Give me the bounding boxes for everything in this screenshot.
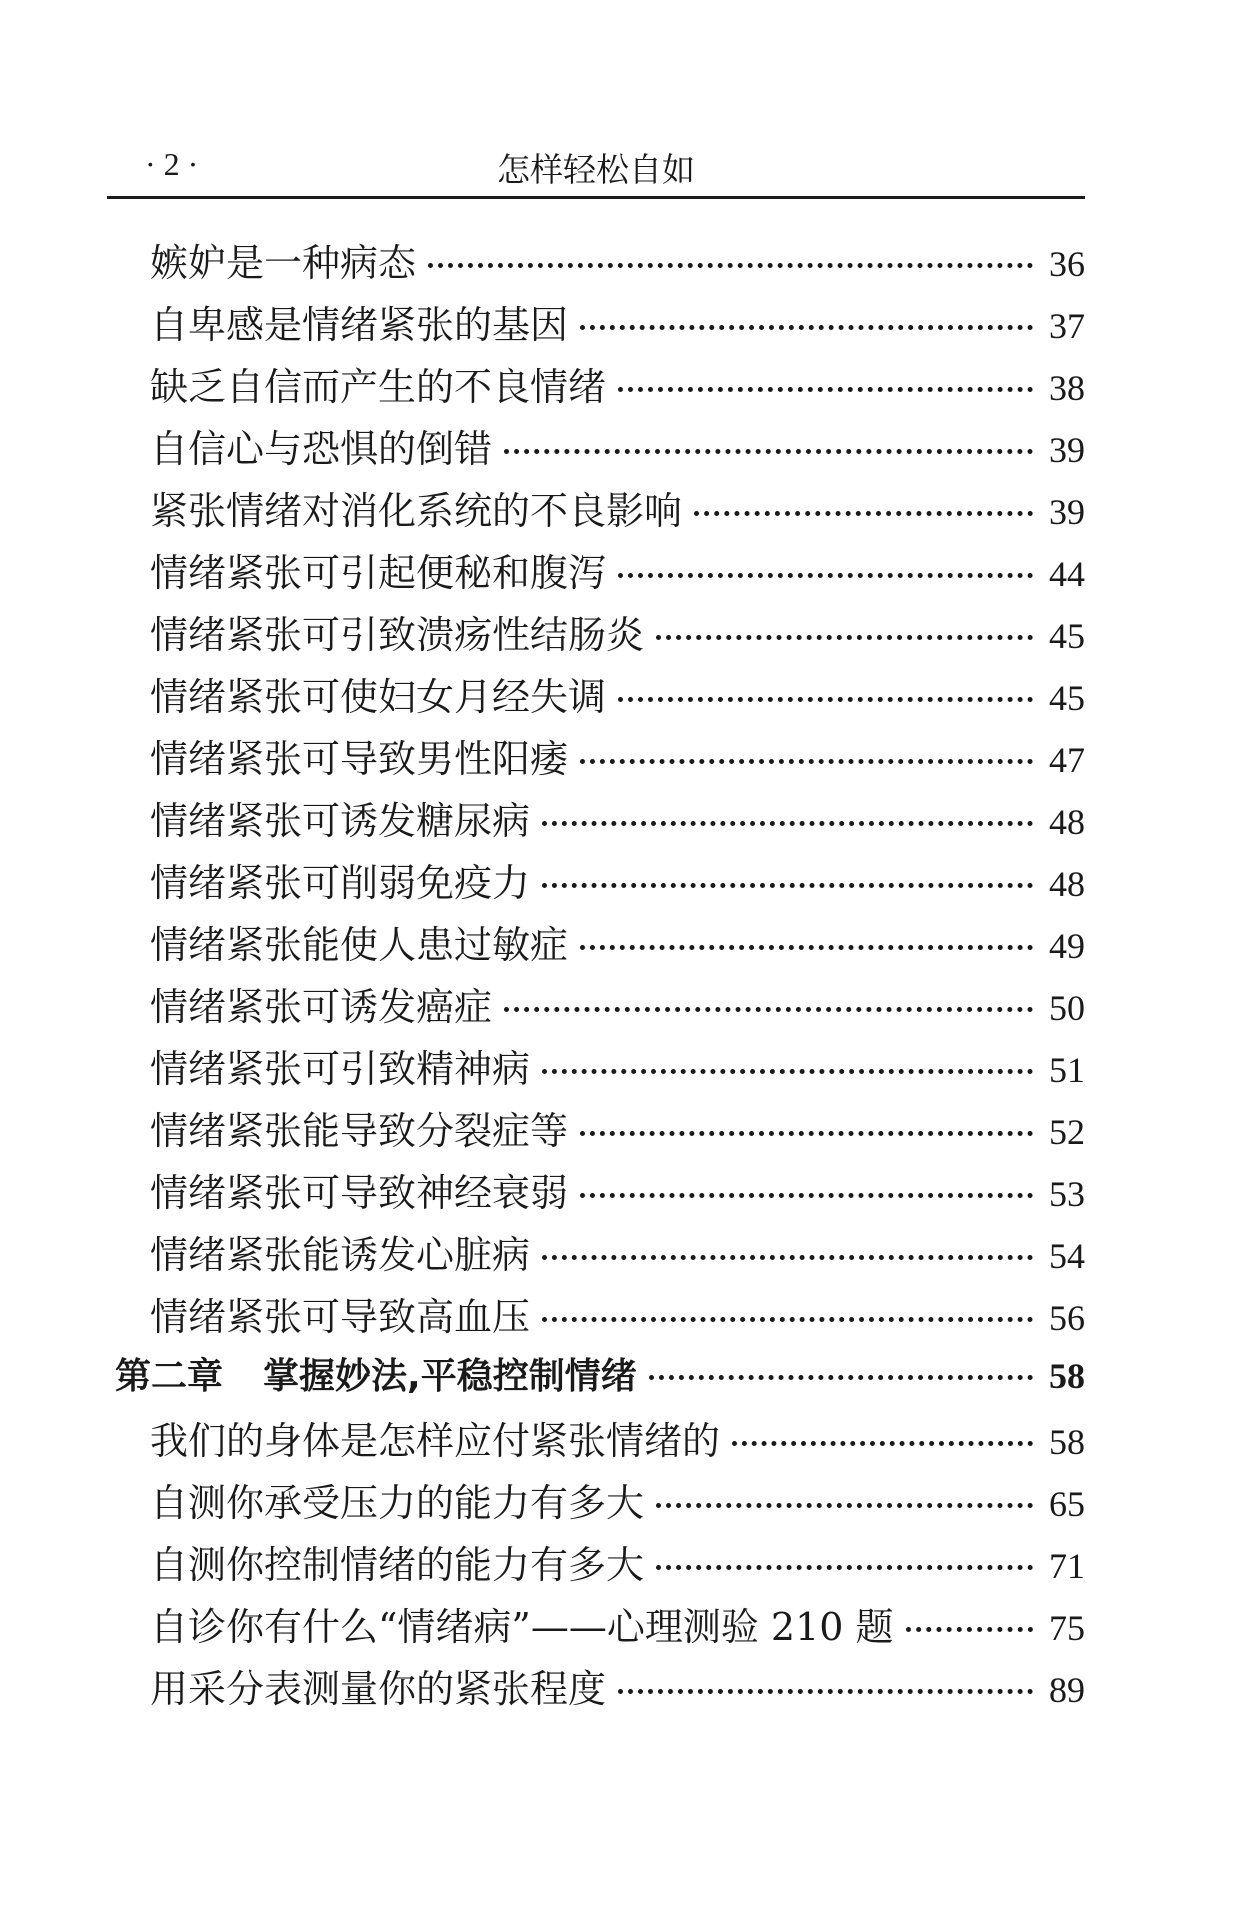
toc-entry[interactable] xyxy=(150,1596,1085,1654)
dot-leader xyxy=(618,1689,1033,1694)
toc-chapter-title xyxy=(115,1348,637,1399)
toc-entry-page: 47 xyxy=(1049,740,1085,780)
toc-entry[interactable] xyxy=(150,542,1085,600)
toc-entry[interactable] xyxy=(150,480,1085,538)
dot-leader xyxy=(580,1193,1033,1198)
toc-entry-title: 情绪紧张可引起便秘和腹泻 xyxy=(150,551,607,595)
dot-leader xyxy=(656,1565,1033,1570)
toc-entry-title: 情绪紧张可引致溃疡性结肠炎 xyxy=(150,613,645,657)
chapter-label: 第二章 xyxy=(115,1356,224,1397)
toc-entry[interactable] xyxy=(150,356,1085,414)
toc-entry-title: 自测你控制情绪的能力有多大 xyxy=(150,1543,645,1587)
toc-entry-title: 情绪紧张能使人患过敏症 xyxy=(150,923,569,967)
dot-leader xyxy=(649,1375,1033,1380)
toc-entry-page: 37 xyxy=(1049,306,1085,346)
dot-leader xyxy=(580,759,1033,764)
toc-entry[interactable] xyxy=(150,294,1085,352)
toc-entry[interactable] xyxy=(150,852,1085,910)
dot-leader xyxy=(542,883,1033,888)
toc-entry-page: 44 xyxy=(1049,554,1085,594)
toc-entry[interactable] xyxy=(150,666,1085,724)
toc-entry-page: 49 xyxy=(1049,926,1085,966)
toc-entry-title: 紧张情绪对消化系统的不良影响 xyxy=(150,489,683,533)
page-number: · 2 · xyxy=(145,146,199,182)
toc-entry-title: 用采分表测量你的紧张程度 xyxy=(150,1667,607,1711)
toc-entry-page: 65 xyxy=(1049,1484,1085,1524)
toc-entry-title: 缺乏自信而产生的不良情绪 xyxy=(150,365,607,409)
toc-entry-page: 48 xyxy=(1049,864,1085,904)
toc-entry[interactable] xyxy=(150,418,1085,476)
dot-leader xyxy=(542,1255,1033,1260)
toc-entry-page: 54 xyxy=(1049,1236,1085,1276)
toc-entry[interactable] xyxy=(150,1038,1085,1096)
toc-entry-page: 89 xyxy=(1049,1670,1085,1710)
toc-chapter-entry[interactable] xyxy=(115,1348,1085,1406)
toc-entry-title: 情绪紧张可诱发癌症 xyxy=(150,985,493,1029)
dot-leader xyxy=(428,263,1033,268)
toc-entry-title: 情绪紧张可导致神经衰弱 xyxy=(150,1171,569,1215)
toc-entry-title: 情绪紧张可诱发糖尿病 xyxy=(150,799,531,843)
toc-entry-title: 自信心与恐惧的倒错 xyxy=(150,427,493,471)
toc-entry-page: 36 xyxy=(1049,244,1085,284)
toc-entry[interactable] xyxy=(150,914,1085,972)
toc-entry-title: 情绪紧张可削弱免疫力 xyxy=(150,861,531,905)
toc-entry-page: 48 xyxy=(1049,802,1085,842)
toc-entry[interactable] xyxy=(150,232,1085,290)
toc-entry-title: 嫉妒是一种病态 xyxy=(150,241,417,285)
toc-entry-title: 自诊你有什么“情绪病”——心理测验 210 题 xyxy=(150,1605,894,1649)
toc-entry-title: 情绪紧张可引致精神病 xyxy=(150,1047,531,1091)
toc-entry-title: 自卑感是情绪紧张的基因 xyxy=(150,303,569,347)
dot-leader xyxy=(580,1131,1033,1136)
toc-entry-page: 58 xyxy=(1049,1356,1085,1396)
toc-entry-page: 50 xyxy=(1049,988,1085,1028)
toc-entry-page: 58 xyxy=(1049,1422,1085,1462)
toc-entry[interactable] xyxy=(150,1224,1085,1282)
toc-entry-page: 38 xyxy=(1049,368,1085,408)
toc-entry[interactable] xyxy=(150,976,1085,1034)
toc-entry-title: 情绪紧张能导致分裂症等 xyxy=(150,1109,569,1153)
toc-entry[interactable] xyxy=(150,1658,1085,1716)
toc-entry[interactable] xyxy=(150,728,1085,786)
book-title: 怎样轻松自如 xyxy=(497,150,695,189)
toc-entry-page: 56 xyxy=(1049,1298,1085,1338)
toc-entry-page: 53 xyxy=(1049,1174,1085,1214)
dot-leader xyxy=(542,1069,1033,1074)
toc-entry-title: 我们的身体是怎样应付紧张情绪的 xyxy=(150,1419,721,1463)
toc-entry-title: 情绪紧张可使妇女月经失调 xyxy=(150,675,607,719)
toc-entry[interactable] xyxy=(150,1100,1085,1158)
dot-leader xyxy=(618,387,1033,392)
toc-entry-title: 情绪紧张可导致男性阳痿 xyxy=(150,737,569,781)
toc-entry-title: 情绪紧张可导致高血压 xyxy=(150,1295,531,1339)
toc-entry[interactable] xyxy=(150,790,1085,848)
dot-leader xyxy=(906,1627,1033,1632)
dot-leader xyxy=(580,325,1033,330)
toc-entry-page: 39 xyxy=(1049,492,1085,532)
dot-leader xyxy=(542,1317,1033,1322)
dot-leader xyxy=(694,511,1033,516)
toc-entry-page: 45 xyxy=(1049,678,1085,718)
chapter-name: 掌握妙法,平稳控制情绪 xyxy=(263,1356,637,1397)
running-header xyxy=(107,140,1085,196)
dot-leader xyxy=(504,449,1033,454)
dot-leader xyxy=(542,821,1033,826)
dot-leader xyxy=(656,1503,1033,1508)
header-rule xyxy=(107,196,1085,199)
toc-entry[interactable] xyxy=(150,1472,1085,1530)
toc-entry-title: 情绪紧张能诱发心脏病 xyxy=(150,1233,531,1277)
dot-leader xyxy=(732,1441,1033,1446)
toc-entry[interactable] xyxy=(150,604,1085,662)
toc-entry-title: 自测你承受压力的能力有多大 xyxy=(150,1481,645,1525)
dot-leader xyxy=(618,697,1033,702)
dot-leader xyxy=(580,945,1033,950)
toc-entry[interactable] xyxy=(150,1162,1085,1220)
toc-entry-page: 45 xyxy=(1049,616,1085,656)
toc-entry[interactable] xyxy=(150,1534,1085,1592)
dot-leader xyxy=(656,635,1033,640)
toc-entry[interactable] xyxy=(150,1286,1085,1344)
toc-entry[interactable] xyxy=(150,1410,1085,1468)
toc-entry-page: 52 xyxy=(1049,1112,1085,1152)
toc-entry-page: 51 xyxy=(1049,1050,1085,1090)
dot-leader xyxy=(504,1007,1033,1012)
toc-entry-page: 39 xyxy=(1049,430,1085,470)
dot-leader xyxy=(618,573,1033,578)
toc-entry-page: 75 xyxy=(1049,1608,1085,1648)
toc-entry-page: 71 xyxy=(1049,1546,1085,1586)
